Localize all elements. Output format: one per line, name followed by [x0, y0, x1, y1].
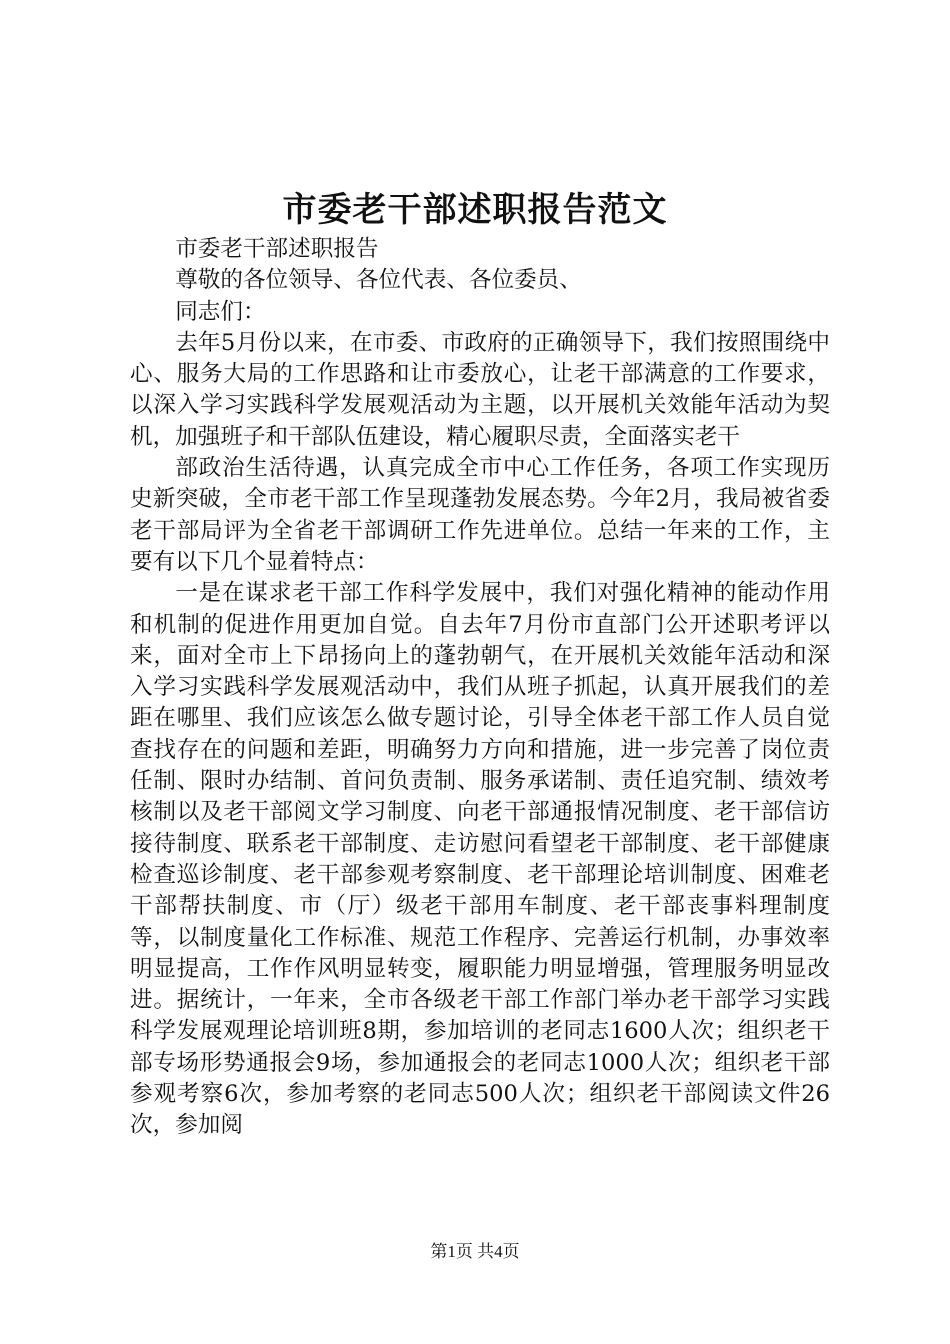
body-paragraph: 部政治生活待遇，认真完成全市中心工作任务，各项工作实现历史新突破，全市老干部工作呈现蓬勃发展态势。今年2月，我局被省委老干部局评为全省老干部调研工作先进单位。总结一年来的工作，主要有以下几个显着特点：: [130, 455, 830, 575]
document-body: [130, 234, 830, 1142]
body-paragraph: 一是在谋求老干部工作科学发展中，我们对强化精神的能动作用和机制的促进作用更加自觉。自去年7月份市直部门公开述职考评以来，面对全市上下昂扬向上的蓬勃朝气，在开展机关效能年活动和深入学习实践科学发展观活动中，我们从班子抓起，认真开展我们的差距在哪里、我们应该怎么做专题讨论，引导全体老干部工作人员自觉查找存在的问题和差距，明确努力方向和措施，进一步完善了岗位责任制、限时办结制、首问负责制、服务承诺制、责任追究制、绩效考核制以及老干部阅文学习制度、向老干部通报情况制度、老干部信访接待制度、联系老干部制度、走访慰问看望老干部制度、老干部健康检查巡诊制度、老干部参观考察制度、老干部理论培训制度、困难老干部帮扶制度、市（厅）级老干部用车制度、老干部丧事料理制度等，以制度量化工作标准、规范工作程序、完善运行机制，办事效率明显提高，工作作风明显转变，履职能力明显增强，管理服务明显改进。据统计，一年来，全市各级老干部工作部门举办老干部学习实践科学发展观理论培训班8期，参加培训的老同志1600人次；组织老干部专场形势通报会9场，参加通报会的老同志1000人次；组织老干部参观考察6次，参加考察的老同志500人次；组织老干部阅读文件26次，参加阅: [130, 580, 830, 1139]
document-title: 市委老干部述职报告范文: [282, 190, 668, 230]
body-paragraph: 尊敬的各位领导、各位代表、各位委员、: [175, 267, 582, 294]
page-number-footer: 第1页 共4页: [430, 1242, 520, 1261]
body-paragraph: 市委老干部述职报告: [175, 236, 379, 262]
body-paragraph: 去年5月份以来，在市委、市政府的正确领导下，我们按照围绕中心、服务大局的工作思路和让市委放心，让老干部满意的工作要求，以深入学习实践科学发展观活动为主题，以开展机关效能年活动为契机，加强班子和干部队伍建设，精心履职尽责，全面落实老干: [130, 329, 830, 450]
body-paragraph: 同志们：: [175, 298, 266, 325]
